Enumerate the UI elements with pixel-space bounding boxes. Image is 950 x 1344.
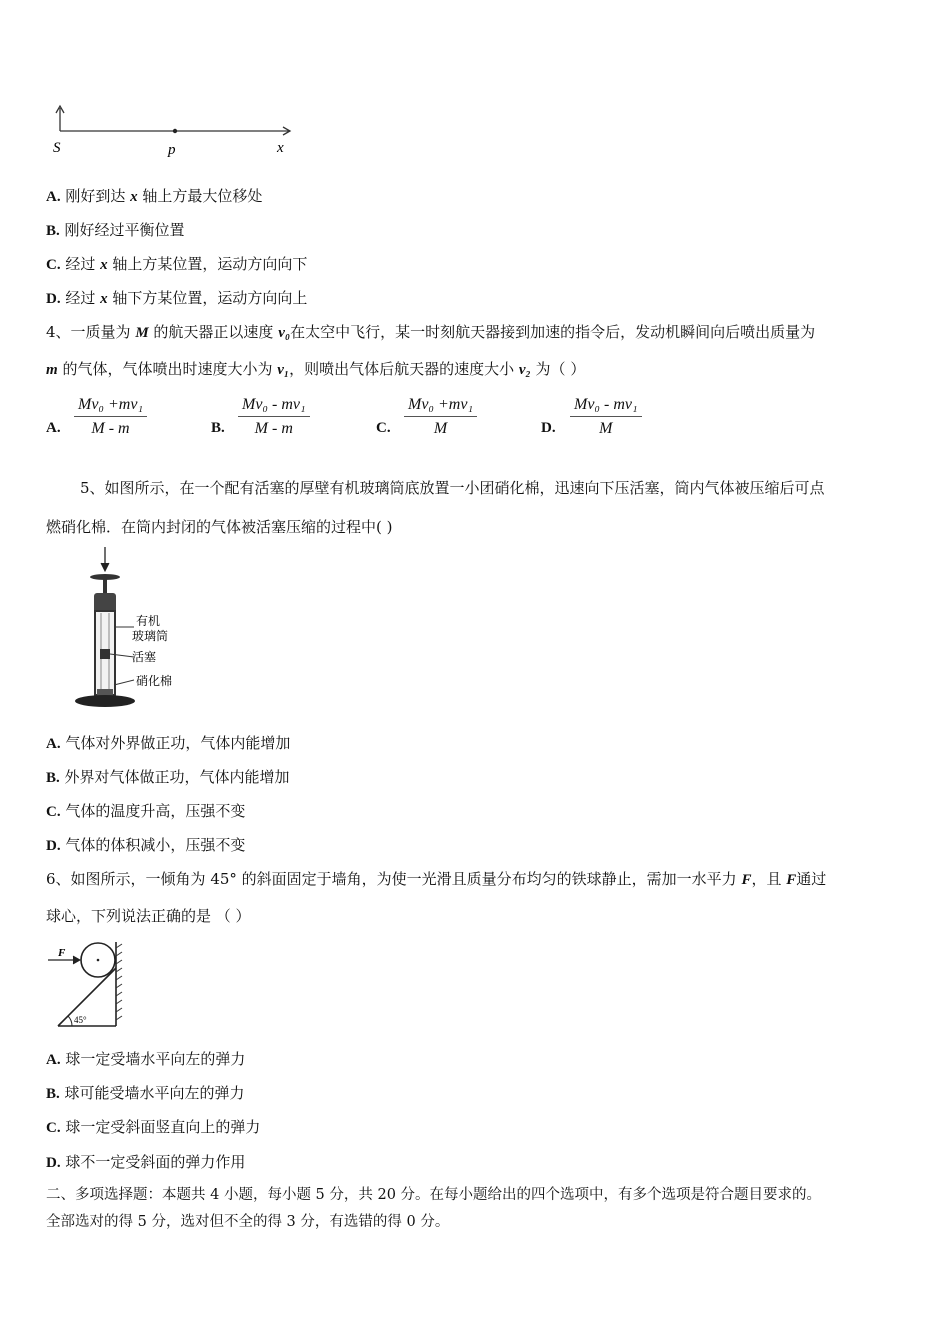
section2-heading-line2: 全部选对的得 5 分，选对但不全的得 3 分，有选错的得 0 分。 (46, 1214, 450, 1230)
q6-stem-line1: 6、如图所示，一倾角为 45° 的斜面固定于墙角，为使一光滑且质量分布均匀的铁球静止，需加一水平力 F，且 F通过 (46, 870, 827, 888)
q5-stem-line1: 5、如图所示，在一个配有活塞的厚壁有机玻璃筒底放置一小团硝化棉，迅速向下压活塞，筒内气体被压缩后可点 (80, 479, 825, 497)
q4-stem-line1: 4、一质量为 M 的航天器正以速度 v₀在太空中飞行，某一时刻航天器接到加速的指令后，发动机瞬间向后喷出质量为 (46, 323, 816, 341)
q3-option-a: A. 刚好到达 x 轴上方最大位移处 (46, 187, 263, 205)
q3-option-c: C. 经过 x 轴上方某位置，运动方向向下 (46, 255, 308, 273)
q6-option-d: D. 球不一定受斜面的弹力作用 (46, 1153, 246, 1171)
ball-incline-figure (44, 940, 134, 1035)
q4-option-d-label: D. (541, 420, 556, 436)
q5-stem-line2: 燃硝化棉．在筒内封闭的气体被活塞压缩的过程中( ) (46, 518, 393, 536)
label-organic: 有机 (136, 614, 161, 628)
q4-option-c-label: C. (376, 420, 391, 436)
q4-option-b-fraction: $\frac{\text{Mv₀ - mv₁}}{M - m}$ (238, 396, 310, 438)
label-glass-tube: 玻璃筒 (132, 629, 169, 643)
q4-stem-line2: m 的气体，气体喷出时速度大小为 v₁，则喷出气体后航天器的速度大小 v₂ 为（ ） (46, 360, 586, 378)
q6-option-c: C. 球一定受斜面竖直向上的弹力 (46, 1118, 261, 1136)
label-piston: 活塞 (132, 650, 157, 664)
label-p: p (168, 142, 176, 158)
point-p (173, 129, 177, 133)
label-force-f: F (58, 947, 66, 959)
q4-option-c-fraction: $\frac{\text{Mv₀ +mv₁}}{M}$ (404, 396, 477, 438)
label-x: x (277, 140, 284, 156)
q3-option-b: B. 刚好经过平衡位置 (46, 221, 185, 239)
q5-option-a: A. 气体对外界做正功，气体内能增加 (46, 734, 291, 752)
q6-option-a: A. 球一定受墙水平向左的弹力 (46, 1050, 246, 1068)
q6-stem-line2: 球心，下列说法正确的是 （ ） (46, 907, 251, 925)
q5-option-b: B. 外界对气体做正功，气体内能增加 (46, 768, 290, 786)
q3-option-d: D. 经过 x 轴下方某位置，运动方向向上 (46, 289, 308, 307)
q5-option-d: D. 气体的体积减小，压强不变 (46, 836, 246, 854)
q6-option-b: B. 球可能受墙水平向左的弹力 (46, 1084, 245, 1102)
section2-heading-line1: 二、多项选择题：本题共 4 小题，每小题 5 分，共 20 分。在每小题给出的四个选项中，有多个选项是符合题目要求的。 (46, 1187, 822, 1203)
piston-cylinder-figure (70, 545, 220, 715)
q4-option-a-label: A. (46, 420, 61, 436)
q4-option-b-label: B. (211, 420, 225, 436)
wave-axis-figure (45, 100, 305, 160)
q4-option-d-fraction: $\frac{\text{Mv₀ - mv₁}}{M}$ (570, 396, 642, 438)
label-angle: 45° (74, 1015, 87, 1025)
q4-option-a-fraction: $\frac{\text{Mv₀ +mv₁}}{M - m}$ (74, 396, 147, 438)
label-nitrocotton: 硝化棉 (136, 674, 173, 688)
label-s: S (53, 140, 61, 156)
q5-option-c: C. 气体的温度升高，压强不变 (46, 802, 246, 820)
